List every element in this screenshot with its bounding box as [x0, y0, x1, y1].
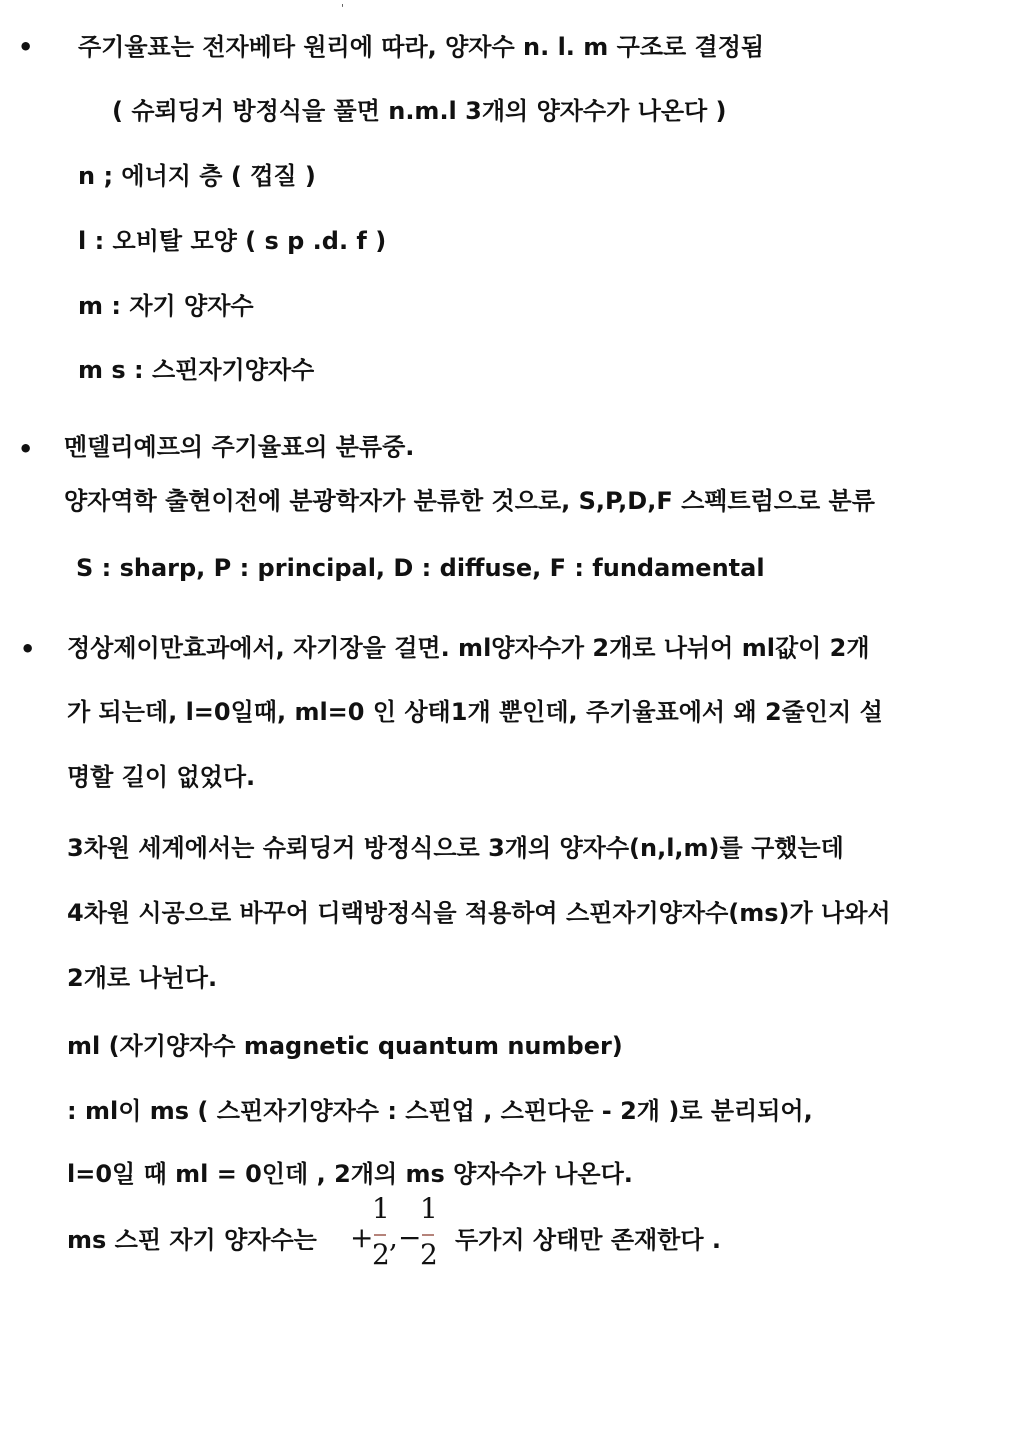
plus-sign: +: [350, 1221, 374, 1254]
minus-sign: −: [398, 1221, 422, 1254]
s1-line-2: ( 슈뢰딩거 방정식을 풀면 n.m.l 3개의 양자수가 나온다 ): [112, 97, 727, 125]
fraction-1-numerator: 1: [372, 1192, 390, 1225]
s1-line-5: m : 자기 양자수: [78, 292, 254, 320]
s3-line-8: : ml이 ms ( 스핀자기양자수 : 스핀업 , 스핀다운 - 2개 )로 분리되어,: [67, 1097, 813, 1125]
s3-line-2: 가 되는데, l=0일때, ml=0 인 상태1개 뿐인데, 주기율표에서 왜 2줄인지 설: [67, 698, 883, 726]
s3-line-1: 정상제이만효과에서, 자기장을 걸면. ml양자수가 2개로 나뉘어 ml값이 2개: [67, 634, 870, 662]
s3-line-7: ml (자기양자수 magnetic quantum number): [67, 1032, 623, 1060]
s3-line-9: l=0일 때 ml = 0인데 , 2개의 ms 양자수가 나온다.: [67, 1160, 633, 1188]
s3-line-3: 명할 길이 없었다.: [67, 763, 256, 791]
s3-line-5: 4차원 시공으로 바꾸어 디랙방정식을 적용하여 스핀자기양자수(ms)가 나와서: [67, 899, 891, 927]
s1-line-4: l : 오비탈 모양 ( s p .d. f ): [78, 227, 387, 255]
bullet-2: •: [18, 435, 34, 463]
stray-mark: ': [341, 2, 345, 15]
s1-line-6: m s : 스핀자기양자수: [78, 356, 315, 384]
spin-fraction: [350, 1193, 445, 1273]
s3-line-10-post: 두가지 상태만 존재한다 .: [455, 1226, 722, 1254]
s2-line-3: S : sharp, P : principal, D : diffuse, F : fundamental: [76, 554, 765, 582]
s2-line-1: 멘델리예프의 주기율표의 분류중.: [64, 433, 415, 461]
fraction-2-denominator: 2: [420, 1238, 438, 1271]
s2-line-2: 양자역학 출현이전에 분광학자가 분류한 것으로, S,P,D,F 스펙트럼으로 분류: [64, 487, 875, 515]
s3-line-6: 2개로 나뉜다.: [67, 964, 218, 992]
s1-line-3: n ; 에너지 층 ( 껍질 ): [78, 162, 316, 190]
s3-line-10-pre: ms 스핀 자기 양자수는: [67, 1226, 317, 1254]
fraction-2-numerator: 1: [420, 1192, 438, 1225]
bullet-1: •: [18, 33, 34, 61]
bullet-3: •: [20, 635, 36, 663]
s1-line-1: 주기율표는 전자베타 원리에 따라, 양자수 n. l. m 구조로 결정됨: [78, 33, 765, 61]
fraction-1-denominator: 2: [372, 1238, 390, 1271]
comma: ,: [389, 1221, 398, 1254]
fraction-1-bar: [374, 1234, 386, 1236]
s3-line-4: 3차원 세계에서는 슈뢰딩거 방정식으로 3개의 양자수(n,l,m)를 구했는데: [67, 834, 844, 862]
fraction-2-bar: [422, 1234, 434, 1236]
